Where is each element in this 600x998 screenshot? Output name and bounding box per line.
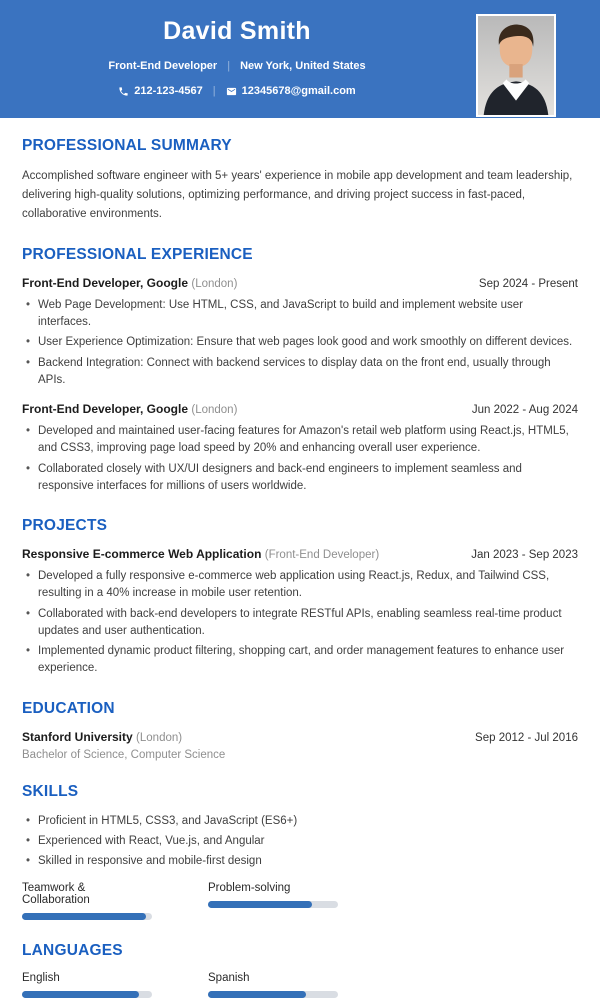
language-bar bbox=[22, 972, 152, 998]
email-address: 12345678@gmail.com bbox=[241, 85, 356, 97]
phone-icon bbox=[118, 86, 129, 97]
skills-section bbox=[22, 783, 578, 921]
skill-bar bbox=[208, 882, 338, 920]
progress-fill bbox=[208, 991, 306, 998]
project-dates: Jan 2023 - Sep 2023 bbox=[471, 549, 578, 562]
skill-bar-label: Problem-solving bbox=[208, 882, 291, 895]
location: New York, United States bbox=[240, 60, 366, 72]
education-heading: EDUCATION bbox=[22, 699, 115, 717]
experience-role: Front-End Developer, Google bbox=[22, 275, 189, 290]
bullet: • Developed a fully responsive e-commerce web application using React.js, Redux, and Tailwind CSS, resulting in a 40% increase in mobile user retention. bbox=[22, 568, 578, 603]
bullet: • Proficient in HTML5, CSS3, and JavaScript (ES6+) bbox=[22, 813, 578, 830]
bullet: • Web Page Development: Use HTML, CSS, and JavaScript to build and implement website user interfaces. bbox=[22, 297, 578, 332]
language-bars bbox=[22, 972, 578, 998]
progress-fill bbox=[22, 991, 139, 998]
experience-dates: Jun 2022 - Aug 2024 bbox=[471, 404, 578, 417]
email-icon bbox=[226, 86, 237, 97]
experience-section bbox=[22, 246, 578, 495]
projects-section bbox=[22, 517, 578, 678]
language-bar bbox=[208, 972, 338, 998]
summary-section bbox=[22, 137, 578, 224]
resume-body bbox=[0, 137, 600, 998]
experience-heading: PROFESSIONAL EXPERIENCE bbox=[22, 245, 253, 263]
education-item-head bbox=[22, 730, 578, 744]
title-location-row bbox=[0, 60, 474, 72]
languages-heading: LANGUAGES bbox=[22, 942, 123, 960]
bullet: • Collaborated with back-end developers to integrate RESTful APIs, enabling seamless real-time product updates and user authentication. bbox=[22, 606, 578, 641]
summary-heading: PROFESSIONAL SUMMARY bbox=[22, 137, 232, 154]
skills-bars bbox=[22, 882, 578, 920]
skill-bar bbox=[22, 882, 152, 920]
experience-title bbox=[22, 402, 237, 416]
phone-contact bbox=[118, 85, 203, 97]
projects-heading: PROJECTS bbox=[22, 517, 108, 535]
school-name: Stanford University bbox=[22, 729, 133, 744]
education-item bbox=[22, 730, 578, 761]
education-dates: Sep 2012 - Jul 2016 bbox=[475, 731, 578, 744]
progress-fill bbox=[22, 913, 146, 920]
bullet: • Backend Integration: Connect with backend services to display data on the front end, usually through APIs. bbox=[22, 355, 578, 390]
candidate-name: David Smith bbox=[163, 17, 311, 45]
degree: Bachelor of Science, Computer Science bbox=[22, 748, 226, 761]
bullet: • Experienced with React, Vue.js, and Angular bbox=[22, 833, 578, 850]
experience-role: Front-End Developer, Google bbox=[22, 402, 189, 417]
experience-bullets bbox=[22, 423, 578, 495]
project-item bbox=[22, 547, 578, 678]
language-bar-label: Spanish bbox=[208, 972, 250, 985]
education-school bbox=[22, 730, 182, 744]
project-name: Responsive E-commerce Web Application bbox=[22, 547, 262, 562]
bullet: • Developed and maintained user-facing features for Amazon's retail web platform using React.js, HTML5, and CSS3, improving page load speed by 20% and enhancing overall user experience. bbox=[22, 423, 578, 458]
bullet: • Skilled in responsive and mobile-first design bbox=[22, 853, 578, 870]
divider: | bbox=[227, 60, 231, 72]
progress-track bbox=[208, 991, 338, 998]
education-section bbox=[22, 700, 578, 761]
experience-dates: Sep 2024 - Present bbox=[478, 277, 578, 290]
header-text-block bbox=[0, 0, 474, 97]
experience-title bbox=[22, 276, 237, 290]
experience-bullets bbox=[22, 297, 578, 389]
project-title bbox=[22, 547, 379, 561]
summary-text: Accomplished software engineer with 5+ years' experience in mobile app development and team leadership, delivering high-quality solutions, optimizing performance, and driving project success in fast-paced, collaborative environments. bbox=[22, 170, 573, 220]
contact-row bbox=[0, 85, 474, 97]
school-location: (London) bbox=[136, 731, 183, 744]
skill-bar-label: Teamwork & Collaboration bbox=[22, 882, 90, 907]
progress-track bbox=[22, 913, 152, 920]
phone-number: 212-123-4567 bbox=[134, 85, 203, 97]
skills-heading: SKILLS bbox=[22, 782, 79, 800]
resume-header bbox=[0, 0, 600, 118]
email-contact bbox=[226, 85, 356, 97]
profile-photo bbox=[476, 14, 556, 117]
bullet: • User Experience Optimization: Ensure that web pages look good and work smoothly on different devices. bbox=[22, 334, 578, 351]
experience-item bbox=[22, 276, 578, 389]
divider: | bbox=[212, 85, 216, 97]
experience-item-head bbox=[22, 276, 578, 290]
bullet: • Collaborated closely with UX/UI designers and back-end engineers to implement seamless and responsive interfaces for millions of users worldwide. bbox=[22, 461, 578, 496]
experience-item-head bbox=[22, 402, 578, 416]
experience-location: (London) bbox=[191, 277, 238, 290]
progress-fill bbox=[208, 901, 312, 908]
languages-section bbox=[22, 942, 578, 998]
project-role: (Front-End Developer) bbox=[264, 549, 380, 562]
experience-location: (London) bbox=[191, 404, 238, 417]
project-item-head bbox=[22, 547, 578, 561]
skills-bullets bbox=[22, 813, 578, 871]
project-bullets bbox=[22, 568, 578, 678]
progress-track bbox=[208, 901, 338, 908]
job-title: Front-End Developer bbox=[108, 60, 218, 72]
experience-item bbox=[22, 402, 578, 495]
progress-track bbox=[22, 991, 152, 998]
language-bar-label: English bbox=[22, 972, 60, 985]
bullet: • Implemented dynamic product filtering, shopping cart, and order management features to enhance user experience. bbox=[22, 643, 578, 678]
